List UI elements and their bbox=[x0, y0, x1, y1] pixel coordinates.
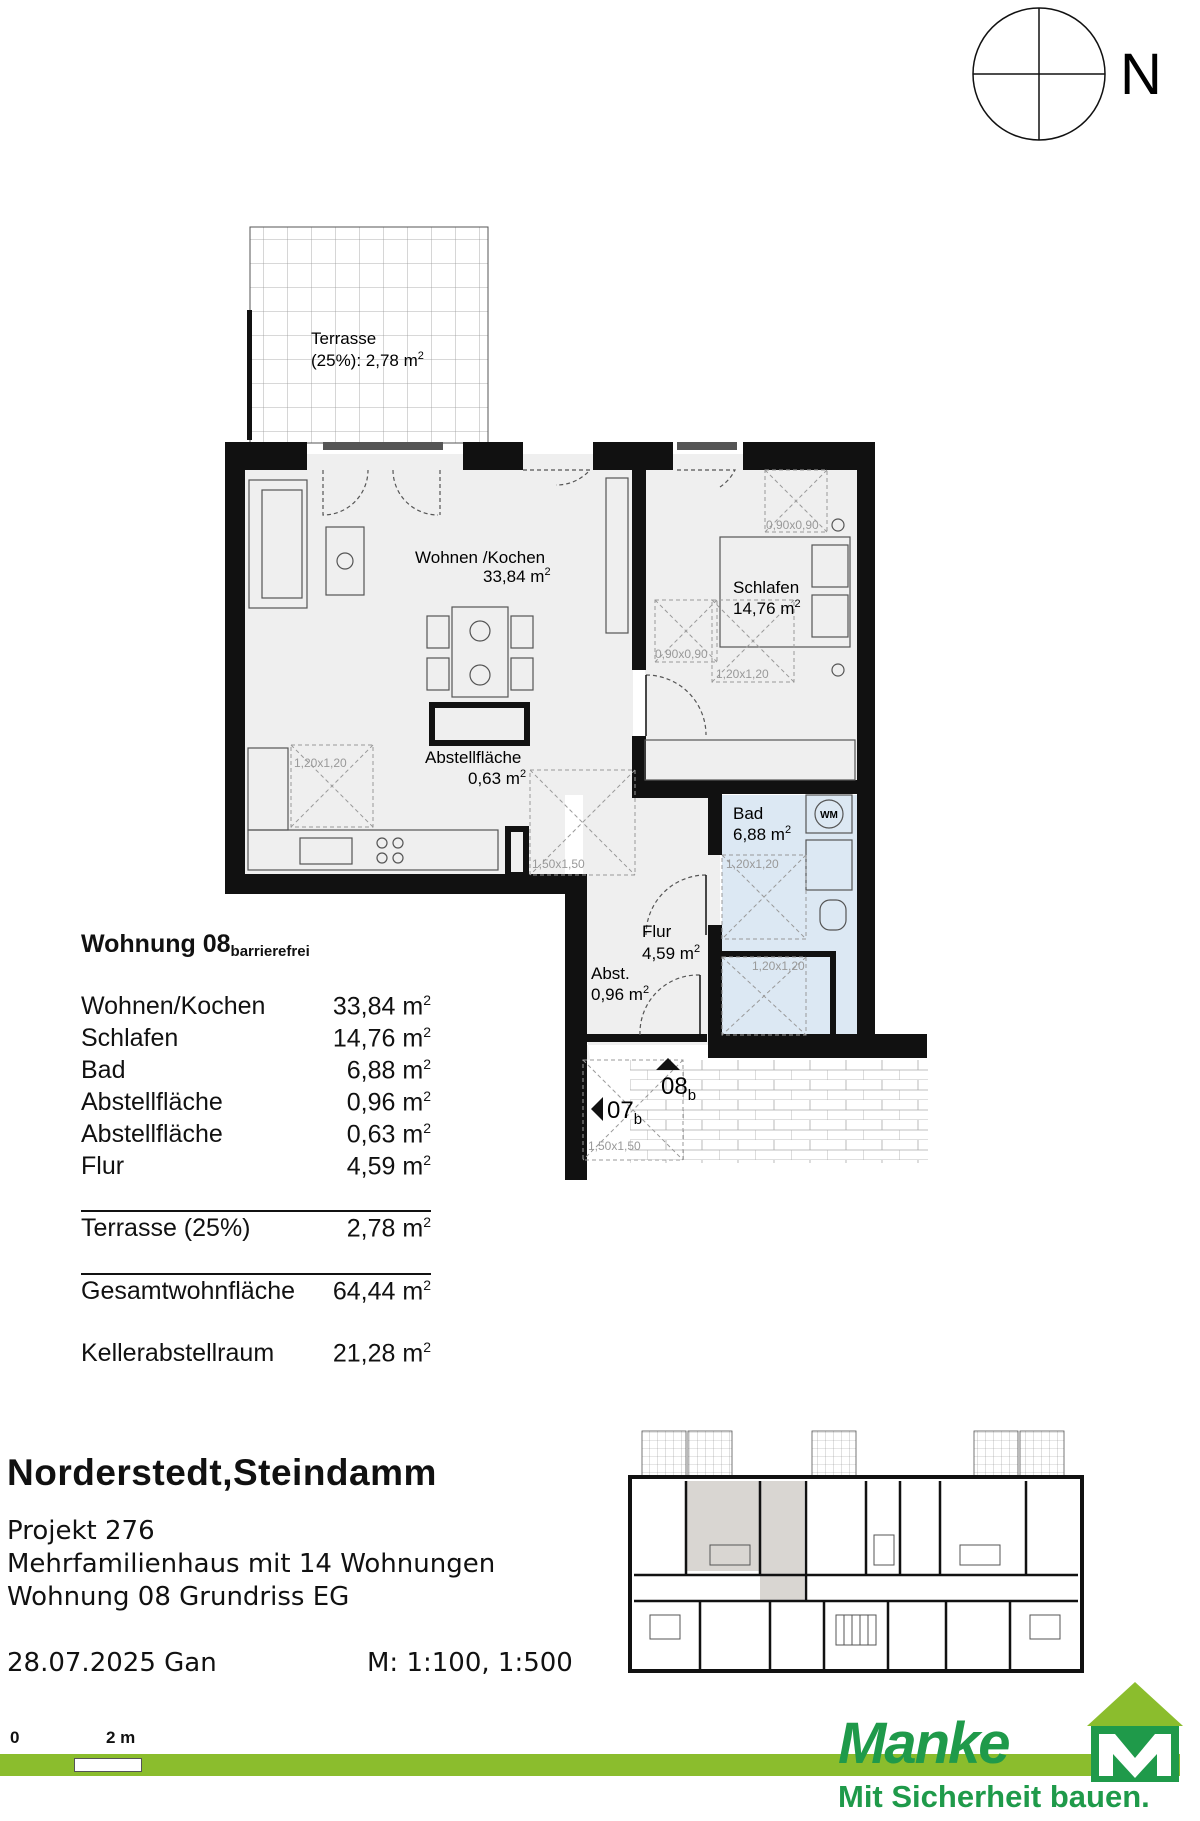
svg-text:07b: $07_b$ bbox=[607, 1097, 643, 1128]
project-unit: Wohnung 08 Grundriss EG bbox=[7, 1582, 350, 1612]
terrace-area: (25%): 2,78 m bbox=[311, 351, 418, 370]
svg-text:4,59 m2: 4,59 $m^2$ bbox=[642, 943, 701, 963]
storage2-area: 0,96 m bbox=[591, 985, 643, 1004]
svg-text:6,88 m2: 6,88 $m^2$ bbox=[733, 824, 792, 844]
storage1-name: Abstellfläche bbox=[425, 748, 522, 767]
brand-name: Manke bbox=[838, 1711, 1009, 1776]
svg-text:33,84 m2: 33,84 $m^2$ bbox=[483, 566, 551, 586]
hall-area: 4,59 m bbox=[642, 944, 694, 963]
area-row: Wohnen/Kochen 33,84 $m^2$ bbox=[81, 992, 431, 1021]
summary-divider bbox=[81, 1210, 431, 1212]
entrance-07-num: 07 bbox=[607, 1097, 634, 1124]
summary-divider bbox=[81, 1273, 431, 1275]
north-label: N bbox=[1120, 42, 1162, 107]
terrace-sup: 2 bbox=[417, 350, 424, 362]
area-row: Abstellfläche 0,96 $m^2$ bbox=[81, 1088, 431, 1117]
svg-text:1,20x1,20: 1,20x1,20 bbox=[752, 959, 805, 973]
area-row: Schlafen 14,76 $m^2$ bbox=[81, 1024, 431, 1053]
svg-text:0,90x0,90: 0,90x0,90 bbox=[766, 518, 819, 532]
unit-title-subscript: barrierefrei bbox=[230, 943, 310, 960]
project-building: Mehrfamilienhaus mit 14 Wohnungen bbox=[7, 1549, 496, 1579]
project-city: Norderstedt,Steindamm bbox=[7, 1452, 437, 1493]
svg-text:08b: $08_b$ bbox=[661, 1073, 697, 1104]
living-name: Wohnen /Kochen bbox=[415, 548, 546, 567]
bath-area: 6,88 m bbox=[733, 825, 785, 844]
svg-text:1,20x1,20: 1,20x1,20 bbox=[294, 756, 347, 770]
entrance-08-num: 08 bbox=[661, 1073, 688, 1100]
brand-logo-icon bbox=[1085, 1680, 1185, 1790]
north-arrow bbox=[973, 8, 1162, 140]
area-row: Abstellfläche 0,63 $m^2$ bbox=[81, 1120, 431, 1149]
project-date: 28.07.2025 Gan bbox=[7, 1648, 217, 1678]
svg-text:1,20x1,20: 1,20x1,20 bbox=[726, 857, 779, 871]
project-number: Projekt 276 bbox=[7, 1516, 155, 1546]
total-row: Gesamtwohnfläche 64,44 $m^2$ bbox=[81, 1277, 431, 1306]
cellar-row: Kellerabstellraum 21,28 $m^2$ bbox=[81, 1339, 431, 1368]
living-area: 33,84 m bbox=[483, 567, 545, 586]
storage1-area: 0,63 m bbox=[468, 769, 520, 788]
unit-title: Wohnung $08_{barrierefrei}$ bbox=[81, 930, 310, 960]
scalebar-two: 2 m bbox=[106, 1728, 136, 1747]
terrace-row: Terrasse (25%) 2,78 $m^2$ bbox=[81, 1214, 431, 1243]
svg-text:(25%): 2,78 m2 bbox=[311, 350, 424, 370]
svg-text:0,63 m2: 0,63 $m^2$ bbox=[468, 768, 527, 788]
svg-text:1,50x1,50: 1,50x1,50 bbox=[588, 1139, 641, 1153]
key-plan bbox=[610, 1425, 1090, 1685]
brand-slogan: Mit Sicherheit bauen. bbox=[838, 1779, 1150, 1814]
svg-text:1,50x1,50: 1,50x1,50 bbox=[532, 857, 585, 871]
area-row: Flur 4,59 $m^2$ bbox=[81, 1152, 431, 1181]
wm-label: WM bbox=[820, 810, 838, 821]
scalebar-zero: 0 bbox=[10, 1728, 20, 1747]
project-scale: M: 1:100, 1:500 bbox=[367, 1648, 573, 1678]
terrace-name: Terrasse bbox=[311, 329, 377, 348]
bedroom-name: Schlafen bbox=[733, 578, 800, 597]
bath-name: Bad bbox=[733, 804, 764, 823]
svg-text:0,90x0,90: 0,90x0,90 bbox=[655, 647, 708, 661]
terrace bbox=[247, 227, 488, 443]
scalebar bbox=[74, 1758, 142, 1772]
svg-text:1,20x1,20: 1,20x1,20 bbox=[716, 667, 769, 681]
bedroom-area: 14,76 m bbox=[733, 599, 795, 618]
svg-text:0,96 m2: 0,96 $m^2$ bbox=[591, 984, 650, 1004]
hall-name: Flur bbox=[642, 922, 672, 941]
area-row: Bad 6,88 $m^2$ bbox=[81, 1056, 431, 1085]
storage2-name: Abst. bbox=[591, 964, 630, 983]
svg-text:14,76 m2: 14,76 $m^2$ bbox=[733, 598, 801, 618]
